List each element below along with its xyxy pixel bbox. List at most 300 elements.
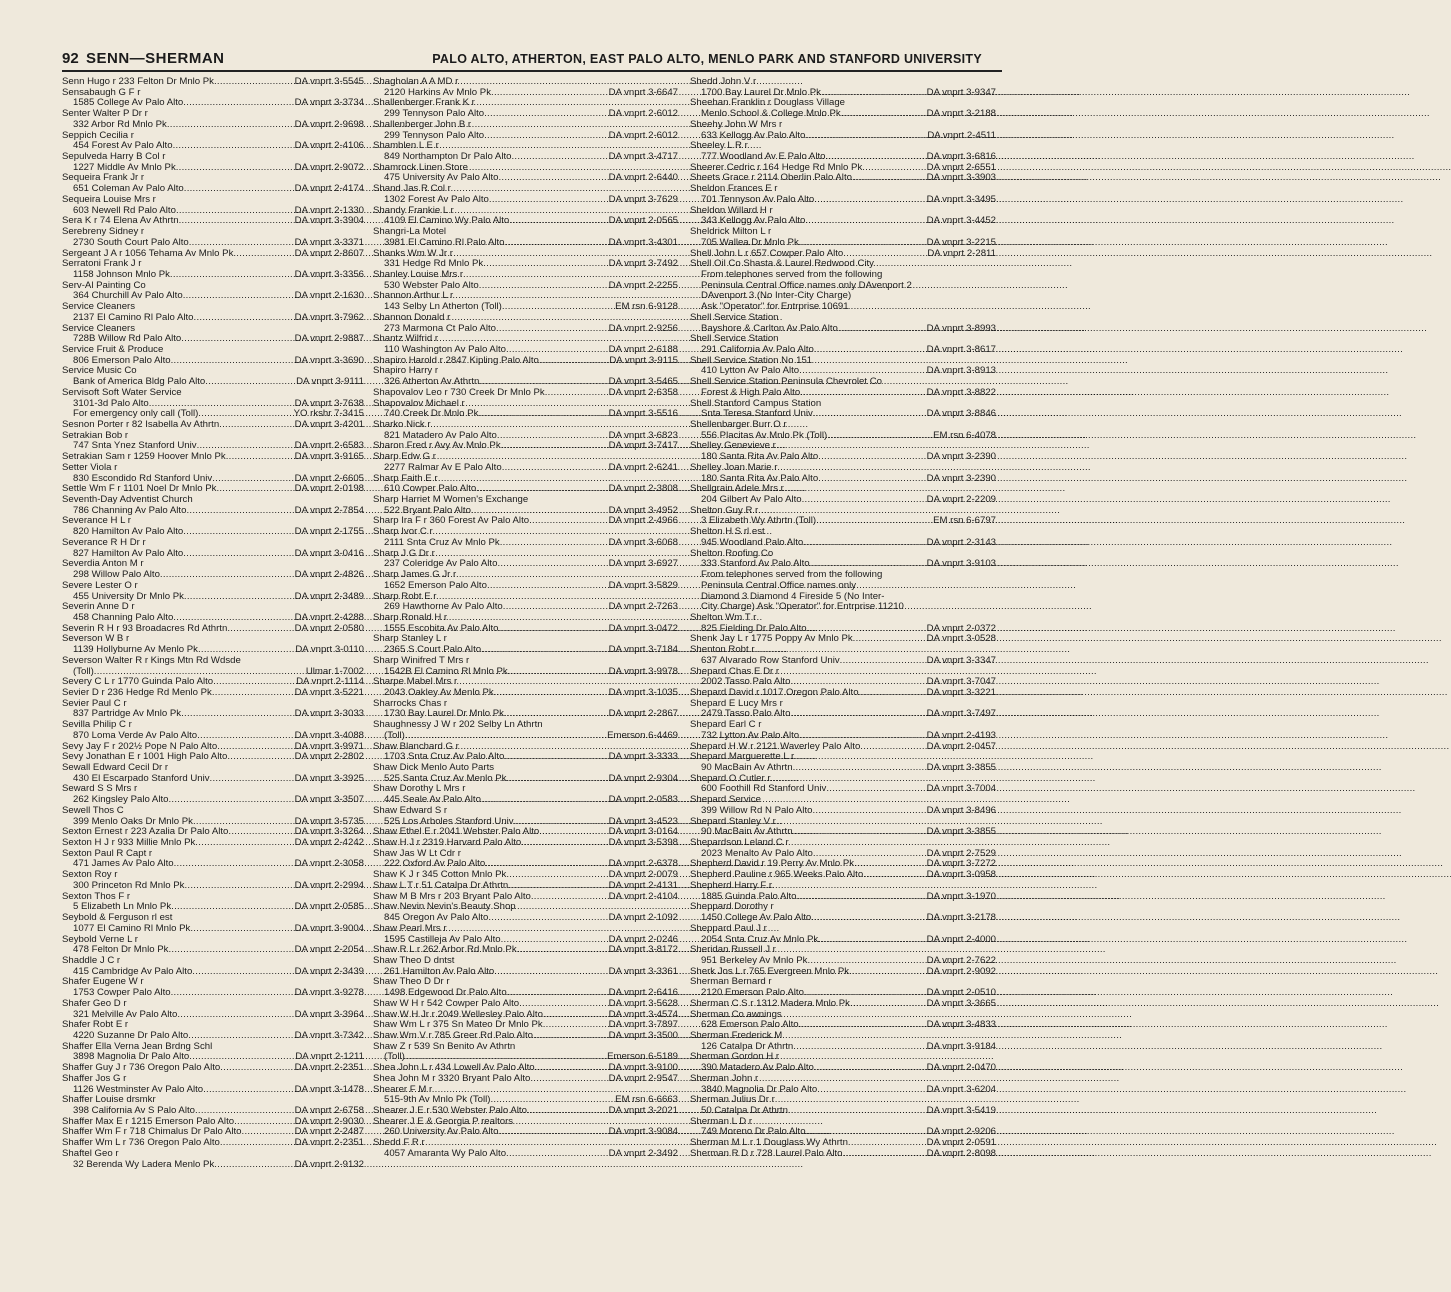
dot-leader [818, 474, 924, 485]
listing-text: 455 University Dr Mnlo Pk [73, 590, 184, 602]
phone-number: DA vnprt 2-0591 [926, 1137, 996, 1149]
listing-text: Shepard Service [690, 794, 761, 806]
phone-number: DA vnprt 2-2351 [294, 1062, 364, 1074]
dot-leader [184, 881, 292, 892]
listing-text: Shell Service Station Peninsula Chevrolet Co [690, 376, 882, 388]
listing-text: Setrakian Bob r [62, 429, 129, 441]
listing-text: 2730 South Court Palo Alto [73, 236, 189, 248]
listing-text: Sexton Ernest r 223 Azalia Dr Palo Alto [62, 826, 229, 838]
listing-text: 837 Partridge Av Mnlo Pk [73, 708, 182, 720]
listing-text: Shearer J E r 530 Webster Palo Alto [373, 1105, 527, 1116]
phone-number: DA vnprt 3-3356 [294, 268, 364, 280]
listing-line [690, 924, 996, 935]
phone-number: DA vnprt 3-3903 [926, 172, 996, 184]
listing-text: Shaughnessy J W r 202 Selby Ln Athrtn [373, 719, 543, 731]
phone-number: DA vnprt 2-6241 [608, 461, 678, 473]
listing-text: 32 Berenda Wy Ladera Menlo Pk [73, 1158, 215, 1170]
phone-number: DA vnprt 2-0585 [294, 901, 364, 913]
phone-number: DA vnprt 3-6816 [926, 151, 996, 163]
dot-leader [489, 195, 607, 206]
phone-number: DA vnprt 2-2994 [294, 879, 364, 891]
phone-number: DA vnprt 3-7047 [926, 676, 996, 688]
listing-line [62, 581, 364, 592]
listing-text: Shamblen L E r [373, 140, 439, 152]
listing-text: 525 Santa Cruz Av Menlo Pk [384, 772, 507, 784]
listing-line [373, 313, 678, 324]
listing-text: Shaffer Louise drsmkr [62, 1094, 156, 1106]
phone-number: DA vnprt 2-0457 [926, 740, 996, 752]
listing-text: Senter Walter P Dr r [62, 108, 148, 120]
listing-text: Sherman Bernard r [690, 976, 772, 988]
listing-text: Shellenbarger Burr O r [690, 419, 787, 430]
dot-leader [168, 945, 292, 956]
phone-number: DA vnprt 2-1755 [294, 526, 364, 538]
dot-leader [183, 527, 292, 538]
listing-column-1 [62, 77, 364, 1289]
phone-number: DA vnprt 3-6823 [608, 429, 678, 441]
listing-text: 2043 Oakley Av Menlo Pk [384, 686, 494, 698]
phone-number: DA vnprt 2-6012 [608, 108, 678, 120]
phone-number: DA vnprt 2-6012 [608, 129, 678, 141]
dot-leader [167, 120, 293, 131]
listing-text: Seybold Verne L r [62, 933, 138, 945]
listing-text: 1450 College Av Palo Alto [701, 912, 812, 924]
listing-text: Shell Service Station No 151 [690, 354, 813, 366]
listing-text: Shaffer Wm F r 718 Chimalus Dr Palo Alto [62, 1126, 242, 1138]
dot-leader [849, 967, 925, 978]
listing-text: Shepard Marguerette L r [690, 751, 795, 763]
phone-number: DA vnprt 2-2054 [294, 944, 364, 956]
dot-leader [850, 999, 925, 1010]
listing-text: Shelton H S rl est [690, 526, 765, 538]
listing-text: 2277 Ralmar Av E Palo Alto [384, 461, 502, 473]
dot-leader [405, 731, 605, 742]
listing-text: Seppich Cecilia r [62, 129, 134, 141]
listing-text: 821 Matadero Av Palo Alto [384, 429, 497, 441]
listing-text: 298 Willow Palo Alto [73, 569, 160, 581]
phone-number: DA vnprt 3-5465 [608, 376, 678, 388]
listing-line [373, 1074, 678, 1085]
listing-text: Sharp J G Dr r [373, 547, 435, 559]
phone-number: DA vnprt 3-0416 [294, 547, 364, 559]
phone-number: DA vnprt 3-8496 [926, 804, 996, 816]
listing-text: Sexton Thos F r [62, 890, 131, 902]
dot-leader [531, 892, 607, 903]
phone-number: DA vnprt 2-4000 [926, 933, 996, 945]
dot-leader [184, 592, 293, 603]
listing-text: Sevy Jay F r 202½ Pope N Palo Alto [62, 740, 218, 752]
listing-text: Shaw Dorothy L Mrs r [373, 783, 466, 795]
listing-text: Sharpe Mabel Mrs r [373, 676, 458, 688]
dot-leader [494, 967, 606, 978]
listing-text: Sheehy John W Mrs r [690, 118, 783, 130]
phone-number: DA vnprt 2-1211 [295, 1051, 364, 1063]
listing-text: Shaw Ethel E r 2041 Webster Palo Alto [373, 826, 540, 838]
listing-text: 5 Elizabeth Ln Mnlo Pk [73, 901, 172, 913]
listing-text: Sharp Harriet M Women's Exchange [373, 494, 529, 506]
listing-text: Sharp Ivor C r [373, 526, 433, 538]
listing-text: 180 Santa Rita Av Palo Alto [701, 472, 819, 484]
listing-text: Severy C L r 1770 Guinda Palo Alto [62, 676, 214, 688]
listing-text: Shell Service Station [690, 333, 779, 345]
phone-number: DA vnprt 2-3058 [294, 858, 364, 870]
dot-leader [205, 377, 294, 388]
listing-text: 90 MacBain Av Athrtn [701, 762, 793, 773]
dot-leader [814, 1063, 925, 1074]
dot-leader [220, 1063, 292, 1074]
listing-text: 2137 El Camino Rl Palo Alto [73, 311, 194, 323]
dot-leader [793, 1042, 924, 1053]
dot-leader [817, 1085, 924, 1096]
listing-text: 1730 Bay Laurel Dr Mnlo Pk [384, 708, 504, 720]
phone-number: DA vnprt 3-6204 [926, 1083, 996, 1095]
listing-text: Shaffer Max E r 1215 Emerson Palo Alto [62, 1115, 235, 1127]
listing-text: Shangri-La Motel [373, 226, 447, 238]
listing-line [62, 806, 364, 817]
phone-number: DA vnprt 3-5419 [926, 1105, 996, 1116]
listing-text: For emergency only call (Toll) [73, 408, 199, 420]
listing-text: Shenk Jay L r 1775 Poppy Av Mnlo Pk [690, 633, 853, 645]
listing-text: 628 Emerson Palo Alto [701, 1019, 799, 1031]
dot-leader [505, 238, 607, 249]
listing-line [373, 656, 678, 667]
listing-text: Shelton Guy R r [690, 504, 759, 516]
listing-text: Shapiro Harold r 2847 Kipling Palo Alto [373, 354, 539, 366]
dot-leader [799, 731, 925, 742]
dot-leader [197, 731, 293, 742]
listing-text: Severson W B r [62, 633, 130, 645]
listing-text: 1302 Forest Av Palo Alto [384, 193, 489, 205]
phone-number: DA vnprt 3-0528 [926, 633, 996, 645]
phone-number: DA vnprt 3-0110 [295, 644, 364, 656]
listing-line [690, 1074, 996, 1085]
phone-number: DA vnprt 3-8846 [926, 408, 996, 420]
listing-text: Shaftel Geo r [62, 1147, 119, 1159]
dot-leader [852, 173, 925, 184]
listing-line [62, 656, 364, 667]
listing-line [690, 463, 996, 474]
dot-leader [179, 216, 293, 227]
phone-number: DA vnprt 3-7004 [926, 783, 996, 795]
listing-text: 1158 Johnson Mnlo Pk [73, 268, 170, 280]
phone-number: EM rsn 6-6797 [933, 515, 996, 527]
listing-text: 3840 Magnolia Dr Palo Alto [701, 1083, 818, 1095]
phone-number: DA vnprt 2-0079 [608, 869, 678, 881]
dot-leader [478, 409, 606, 420]
phone-number: DA vnprt 3-0958 [926, 869, 996, 881]
phone-number: DA vnprt 2-4288 [294, 611, 364, 623]
listing-text: Shaw Theo D Dr r [373, 976, 450, 988]
listing-text: 269 Hawthorne Av Palo Alto [384, 601, 503, 613]
listing-text: 2479 Tasso Palo Alto [701, 708, 791, 720]
listing-text: Shagholan A A MD r [373, 76, 459, 87]
phone-number: DA vnprt 3-5735 [294, 815, 364, 827]
dot-leader [194, 313, 293, 324]
listing-text: 475 University Av Palo Alto [384, 172, 499, 184]
listing-text: 321 Melville Av Palo Alto [73, 1008, 178, 1020]
listing-text: 2120 Harkins Av Mnlo Pk [384, 86, 492, 98]
listing-text: Shaw W H Jr r 2049 Wellesley Palo Alto [373, 1008, 543, 1020]
dot-leader [171, 356, 293, 367]
listing-line [690, 656, 996, 667]
listing-text: 3981 El Camino Rl Palo Alto [384, 236, 505, 248]
phone-number: DA vnprt 2-0580 [294, 622, 364, 634]
dot-leader [168, 795, 292, 806]
dot-leader [500, 538, 607, 549]
phone-number: DA vnprt 2-7622 [926, 954, 996, 966]
listing-text: Sherman M L r 1 Douglass Wy Athrtn [690, 1137, 848, 1149]
dot-leader [498, 173, 606, 184]
listing-text: Shelton Roofing Co [690, 547, 774, 559]
phone-number: DA vnprt 3-3904 [294, 215, 364, 227]
listing-text: Servisoft Soft Water Service [62, 386, 182, 398]
dot-leader [177, 1010, 292, 1021]
phone-number: DA vnprt 2-9887 [294, 333, 364, 345]
listing-text: 2111 Snta Cruz Av Mnlo Pk [384, 536, 500, 548]
dot-leader [838, 324, 925, 335]
listing-text: Sewell Thos C [62, 804, 124, 816]
listing-text: Shellgrain Adele Mrs r [690, 483, 784, 495]
dot-leader [171, 988, 293, 999]
listing-text: Shaw Nevin Nevin's Beauty Shop [373, 901, 516, 913]
listing-text: Shaffer Guy J r 736 Oregon Palo Alto [62, 1062, 221, 1074]
phone-number: DA vnprt 3-0164 [608, 826, 678, 838]
listing-text: Shaw H J r 2319 Harvard Palo Alto [373, 837, 522, 849]
listing-text: Sharp Winifred T Mrs r [373, 654, 470, 666]
listing-text: 50 Catalpa Dr Athrtn [701, 1105, 788, 1116]
listing-text: Sharrocks Chas r [373, 697, 448, 709]
phone-number: DA vnprt 2-1114 [296, 676, 364, 688]
listing-text: Sharp James G Jr r [373, 569, 457, 581]
phone-number: DA vnprt 3-9004 [294, 922, 364, 934]
header-rule [62, 70, 1002, 72]
listing-line [62, 313, 364, 324]
phone-number: DA vnprt 3-4833 [926, 1019, 996, 1031]
listing-text: Sharp Ira F r 360 Forest Av Palo Alto [373, 515, 530, 527]
listing-text: Shepardson Leland C r [690, 837, 789, 849]
phone-number: DA vnprt 3-7897 [608, 1019, 678, 1031]
dot-leader [212, 688, 293, 699]
dot-leader [186, 506, 292, 517]
dot-leader [503, 602, 607, 613]
dot-leader [216, 484, 292, 495]
dot-leader [183, 98, 292, 109]
listing-text: Sharko Nick r [373, 419, 431, 430]
listing-text: Shaddle J C r [62, 954, 121, 966]
dot-leader [219, 420, 293, 431]
phone-number: DA vnprt 3-0472 [608, 622, 678, 634]
phone-number: DA vnprt 2-8607 [294, 247, 364, 259]
phone-number: DA vnprt 3-4523 [608, 815, 678, 827]
listing-text: Menlo School & College Mnlo Pk [701, 108, 841, 120]
listing-text: Shepard Chas E Dr r [690, 665, 780, 677]
dot-leader [826, 784, 924, 795]
dot-leader [181, 709, 293, 720]
listing-text: Settle Wm F r 1101 Noel Dr Mnlo Pk [62, 483, 217, 495]
listing-text: 1555 Escobita Av Palo Alto [384, 622, 499, 634]
phone-number: DA vnprt 2-0198 [294, 483, 364, 495]
listing-text: 633 Kellogg Av Palo Alto [701, 129, 806, 141]
listing-text: 556 Placitas Av Mnlo Pk (Toll) [701, 429, 828, 441]
listing-text: Shelley Genevieve r [690, 440, 776, 452]
listing-text: 701 Tennyson Av Palo Alto [701, 193, 815, 205]
dot-leader [506, 1149, 607, 1160]
listing-text: Shaw Theo D dntst [373, 954, 455, 966]
listing-text: 410 Lytton Av Palo Alto [701, 365, 800, 377]
listing-text: Severdia Anton M r [62, 558, 144, 570]
listing-text: Sharp Edw G r [373, 451, 436, 463]
listing-text: DAvenport 3 (No Inter-City Charge) [701, 290, 852, 302]
phone-number: DA vnprt 3-3690 [294, 354, 364, 366]
listing-text: 291 California Av Palo Alto [701, 343, 814, 355]
dot-leader [816, 516, 931, 527]
dot-leader [827, 431, 931, 442]
listing-line [373, 463, 678, 474]
phone-number: DA vnprt 3-3507 [294, 794, 364, 806]
listing-column-2 [373, 77, 678, 1289]
phone-number: DA vnprt 2-4511 [927, 129, 996, 141]
dot-leader [545, 388, 607, 399]
phone-number: DA vnprt 2-9698 [294, 118, 364, 130]
phone-number: DA vnprt 3-4717 [608, 151, 678, 163]
listing-text: Shea John L r 434 Lowell Av Palo Alto [373, 1062, 535, 1074]
listing-text: 126 Catalpa Dr Athrtn [701, 1040, 794, 1052]
phone-number: DA vnprt 3-8993 [926, 322, 996, 334]
phone-number: DA vnprt 2-3808 [608, 483, 678, 495]
dot-leader [863, 870, 925, 881]
phone-number: DA vnprt 2-2867 [608, 708, 678, 720]
listing-text: 825 Fielding Dr Palo Alto [701, 622, 807, 634]
listing-text: Shedd John V r [690, 76, 757, 87]
phone-number: DA vnprt 3-9103 [926, 558, 996, 570]
listing-text: 2002 Tasso Palo Alto [701, 676, 791, 688]
listing-text: Sheppard Dorothy r [690, 901, 774, 913]
listing-text: Shafer Eugene W r [62, 976, 144, 988]
phone-number: DA vnprt 2-0372 [926, 622, 996, 634]
listing-text: 343 Kellogg Av Palo Alto [701, 215, 806, 227]
listing-text: 458 Channing Palo Alto [73, 611, 174, 623]
listing-text: From telephones served from the following [701, 268, 883, 280]
listing-text: Sensabaugh G F r [62, 86, 141, 98]
listing-text: Shepherd David r 19 Perry Av Mnlo Pk [690, 858, 855, 870]
listing-text: Shafer Geo D r [62, 997, 127, 1009]
phone-number: DA vnprt 2-3492 [608, 1147, 678, 1159]
dot-leader [511, 152, 606, 163]
phone-number: DA vnprt 2-6758 [294, 1105, 364, 1116]
listing-text: Setter Viola r [62, 461, 118, 473]
phone-number: DA vnprt 3-9347 [926, 86, 996, 98]
listing-text: Shapovalov Michael r [373, 397, 465, 409]
listing-text: Severson Walter R r Kings Mtn Rd Wdsde [62, 654, 241, 666]
dot-leader [800, 388, 924, 399]
listing-text: 1498 Edgewood Dr Palo Alto [384, 987, 507, 999]
dot-leader [195, 838, 292, 849]
dot-leader [488, 913, 606, 924]
listing-text: Shaffer Ella Verna Jean Brdng Schl [62, 1040, 213, 1052]
dot-leader [181, 334, 292, 345]
listing-text: Shaw Blanchard G r [373, 740, 459, 752]
listing-text: Serv-Al Painting Co [62, 279, 146, 291]
listing-text: Severin R H r 93 Broadacres Rd Athrtn [62, 622, 228, 634]
listing-text: Shaw R L r 262 Arbor Rd Mnlo Pk [373, 944, 517, 956]
listing-text: Shell Service Station [690, 311, 779, 323]
listing-text: 749 Moreno Dr Palo Alto [701, 1126, 806, 1138]
listing-text: Shedd F R r [373, 1137, 425, 1149]
listing-text: 1077 El Camino Rl Mnlo Pk [73, 922, 191, 934]
listing-line [373, 120, 678, 131]
dot-leader [487, 581, 607, 592]
listing-line [690, 238, 996, 249]
dot-leader [790, 709, 924, 720]
phone-number: Ulmar 1-7002 [305, 665, 364, 677]
listing-text: 522 Bryant Palo Alto [384, 504, 471, 516]
dot-leader [214, 77, 293, 88]
dot-leader [860, 742, 924, 753]
listing-text: Service Music Co [62, 365, 137, 377]
listing-text: Sheldon Willard H r [690, 204, 773, 216]
listing-line [373, 1149, 678, 1160]
phone-number: EM rsn 6-6663 [615, 1094, 678, 1106]
listing-line [690, 731, 996, 742]
phone-number: DA vnprt 3-3361 [608, 965, 678, 977]
phone-number: DA vnprt 2-7263 [608, 601, 678, 613]
listing-text: Seybold & Ferguson rl est [62, 912, 173, 924]
listing-text: 705 Wallea Dr Mnlo Pk [701, 236, 799, 248]
listing-text: Serratoni Frank J r [62, 258, 142, 270]
listing-text: 262 Kingsley Palo Alto [73, 794, 169, 806]
listing-text: Shepard Stanley V r [690, 815, 776, 827]
dot-leader [529, 516, 607, 527]
listing-text: 1703 Snta Cruz Av Palo Alto [384, 751, 505, 763]
listing-text: Seward S S Mrs r [62, 783, 138, 795]
listing-text: Shaw W H r 542 Cowper Palo Alto [373, 997, 520, 1009]
listing-line [62, 463, 364, 474]
listing-text: 951 Berkeley Av Mnlo Pk [701, 954, 808, 966]
listing-line [62, 120, 364, 131]
listing-text: Shea John M r 3320 Bryant Palo Alto [373, 1072, 531, 1084]
listing-text: Sequeira Frank Jr r [62, 172, 145, 184]
dot-leader [818, 452, 924, 463]
listing-text: 4220 Suzanne Dr Palo Alto [73, 1029, 189, 1041]
listing-text: 530 Webster Palo Alto [384, 279, 479, 291]
phone-number: DA vnprt 3-3734 [294, 97, 364, 109]
listing-text: Sherman John r [690, 1072, 759, 1084]
listing-text: Shaw Z r 539 Sn Benito Av Athrtn [373, 1040, 516, 1052]
listing-text: Shand Jas R Col r [373, 183, 451, 195]
listing-text: 1542B El Camino Rl Mnlo Pk [384, 665, 508, 677]
dot-leader [203, 1085, 293, 1096]
phone-number: DA vnprt 3-6068 [608, 536, 678, 548]
listing-text: Shanley Louise Mrs r [373, 268, 464, 280]
listing-text: 2120 Emerson Palo Alto [701, 987, 804, 999]
listing-text: 945 Woodland Palo Alto [701, 536, 804, 548]
phone-number: DA vnprt 2-9304 [608, 772, 678, 784]
dot-leader [509, 216, 606, 227]
dot-leader [843, 1149, 925, 1160]
listing-text: 478 Felton Dr Mnlo Pk [73, 944, 169, 956]
dot-leader [799, 238, 925, 249]
phone-number: DA vnprt 3-7638 [294, 397, 364, 409]
listing-text: 3 Elizabeth Wy Athrtn (Toll) [701, 515, 817, 527]
dot-leader [220, 1138, 293, 1149]
phone-number: DA vnprt 3-2021 [608, 1105, 678, 1116]
listing-text: Senn Hugo r 233 Felton Dr Mnlo Pk [62, 76, 214, 87]
dot-leader [840, 656, 925, 667]
listing-text: Sharp Robt E r [373, 590, 437, 602]
dot-leader [160, 570, 293, 581]
phone-number: DA vnprt 2-3489 [294, 590, 364, 602]
phone-number: DA vnprt 3-7962 [294, 311, 364, 323]
